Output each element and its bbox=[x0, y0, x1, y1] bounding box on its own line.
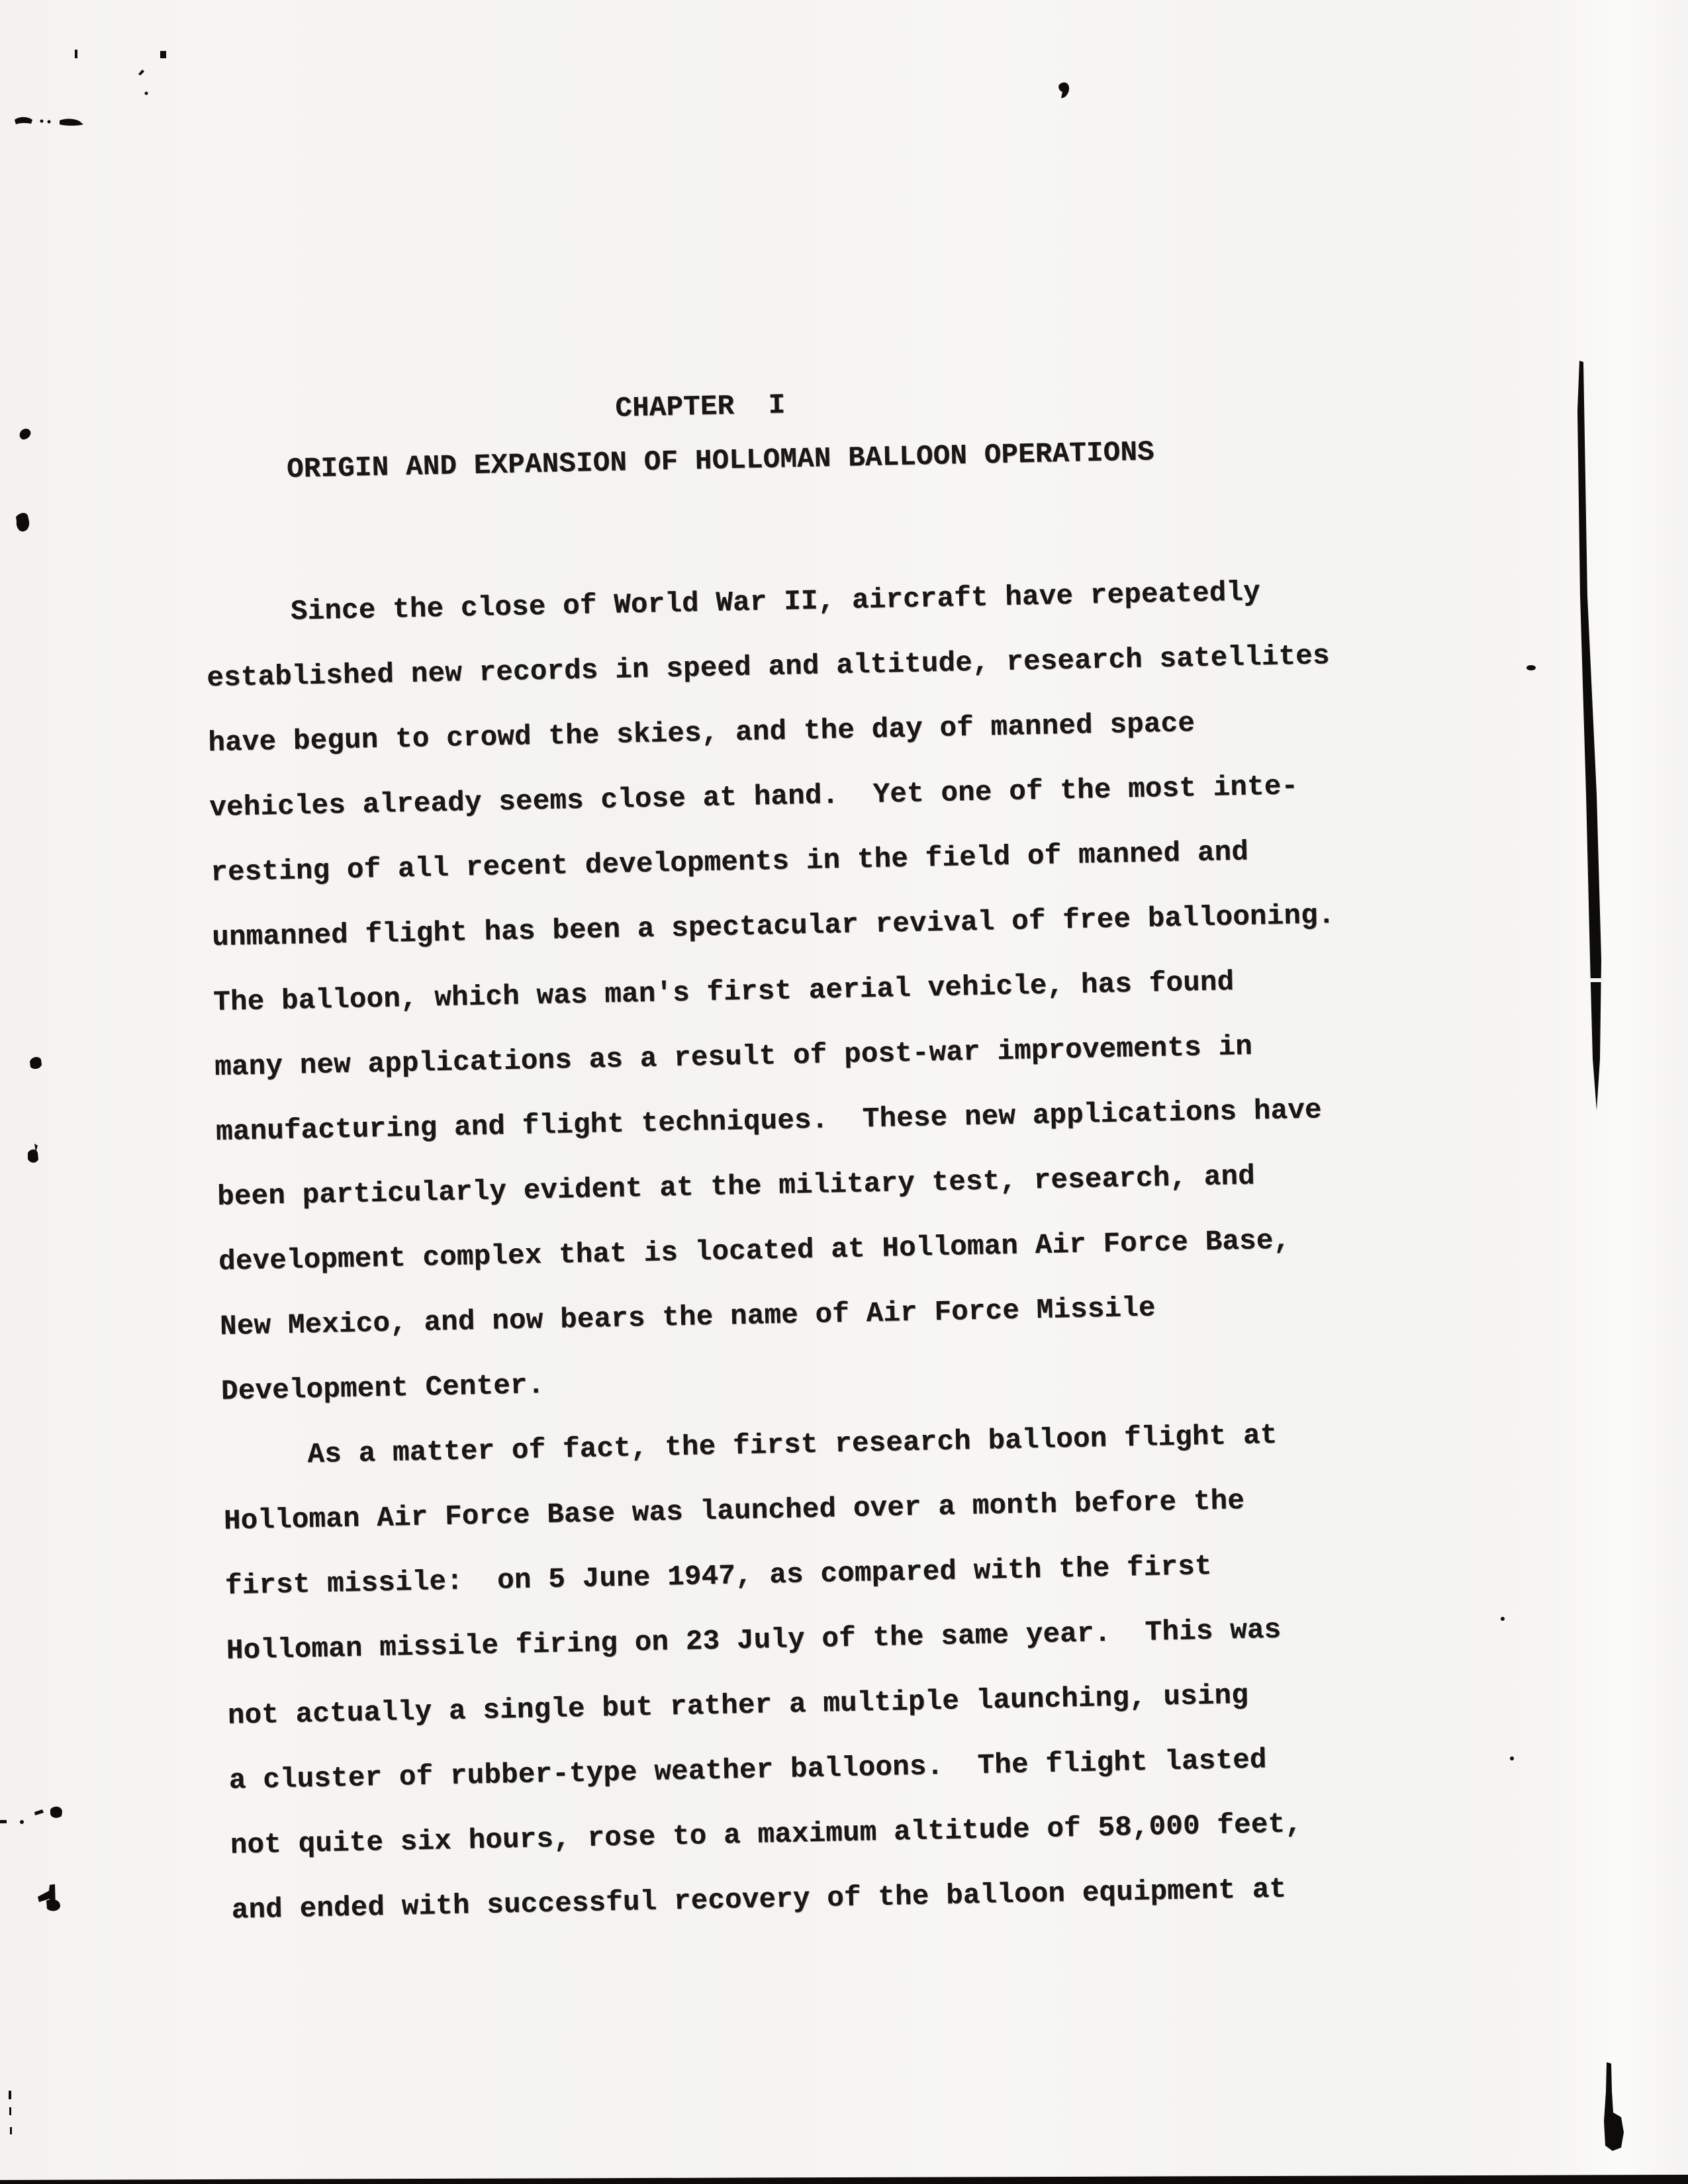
body-line-4: vehicles already seems close at hand. Yet one of the most inte- bbox=[209, 770, 1299, 824]
body-line-3: have begun to crowd the skies, and the day of manned space bbox=[207, 707, 1196, 759]
body-line-7: The balloon, which was man's first aerial vehicle, has found bbox=[212, 966, 1235, 1019]
body-line-21: and ended with successful recovery of the balloon equipment at bbox=[231, 1873, 1287, 1927]
body-line-8: many new applications as a result of post-war improvements in bbox=[214, 1030, 1253, 1083]
speck-edge-lower bbox=[0, 1820, 7, 1823]
body-line-5: resting of all recent developments in the field of manned and bbox=[210, 836, 1249, 889]
body-line-15: Holloman Air Force Base was launched over a month before the bbox=[223, 1484, 1245, 1537]
speck-dot-lower bbox=[20, 1820, 24, 1824]
body-line-19: a cluster of rubber-type weather balloons. The flight lasted bbox=[228, 1744, 1268, 1797]
body-line-17: Holloman missile firing on 23 July of the same year. This was bbox=[226, 1614, 1282, 1667]
body-line-16: first missile: on 5 June 1947, as compared with the first bbox=[224, 1550, 1213, 1602]
body-line-2: established new records in speed and altitude, research satellites bbox=[206, 639, 1331, 694]
chapter-heading: CHAPTER I bbox=[614, 389, 786, 425]
tick-bottom-left-2 bbox=[9, 2107, 11, 2115]
body-line-1: Since the close of World War II, aircraft have repeatedly bbox=[205, 576, 1261, 629]
tick-bottom-left-3 bbox=[10, 2127, 12, 2134]
body-line-14: As a matter of fact, the first research balloon flight at bbox=[222, 1419, 1278, 1473]
tick-bottom-left-1 bbox=[9, 2091, 11, 2099]
body-line-13: Development Center. bbox=[220, 1369, 545, 1408]
body-line-6: unmanned flight has been a spectacular revival of free ballooning. bbox=[211, 899, 1335, 954]
body-line-10: been particularly evident at the military test, research, and bbox=[216, 1160, 1256, 1213]
body-line-20: not quite six hours, rose to a maximum altitude of 58,000 feet, bbox=[230, 1808, 1303, 1862]
body-line-11: development complex that is located at Holloman Air Force Base, bbox=[218, 1224, 1291, 1278]
chapter-title: ORIGIN AND EXPANSION OF HOLLOMAN BALLOON OPERATIONS bbox=[286, 436, 1155, 486]
body-line-9: manufacturing and flight techniques. These new applications have bbox=[215, 1094, 1323, 1148]
body-line-12: New Mexico, and now bears the name of Air Force Missile bbox=[219, 1292, 1156, 1343]
body-line-18: not actually a single but rather a multiple launching, using bbox=[227, 1679, 1249, 1732]
